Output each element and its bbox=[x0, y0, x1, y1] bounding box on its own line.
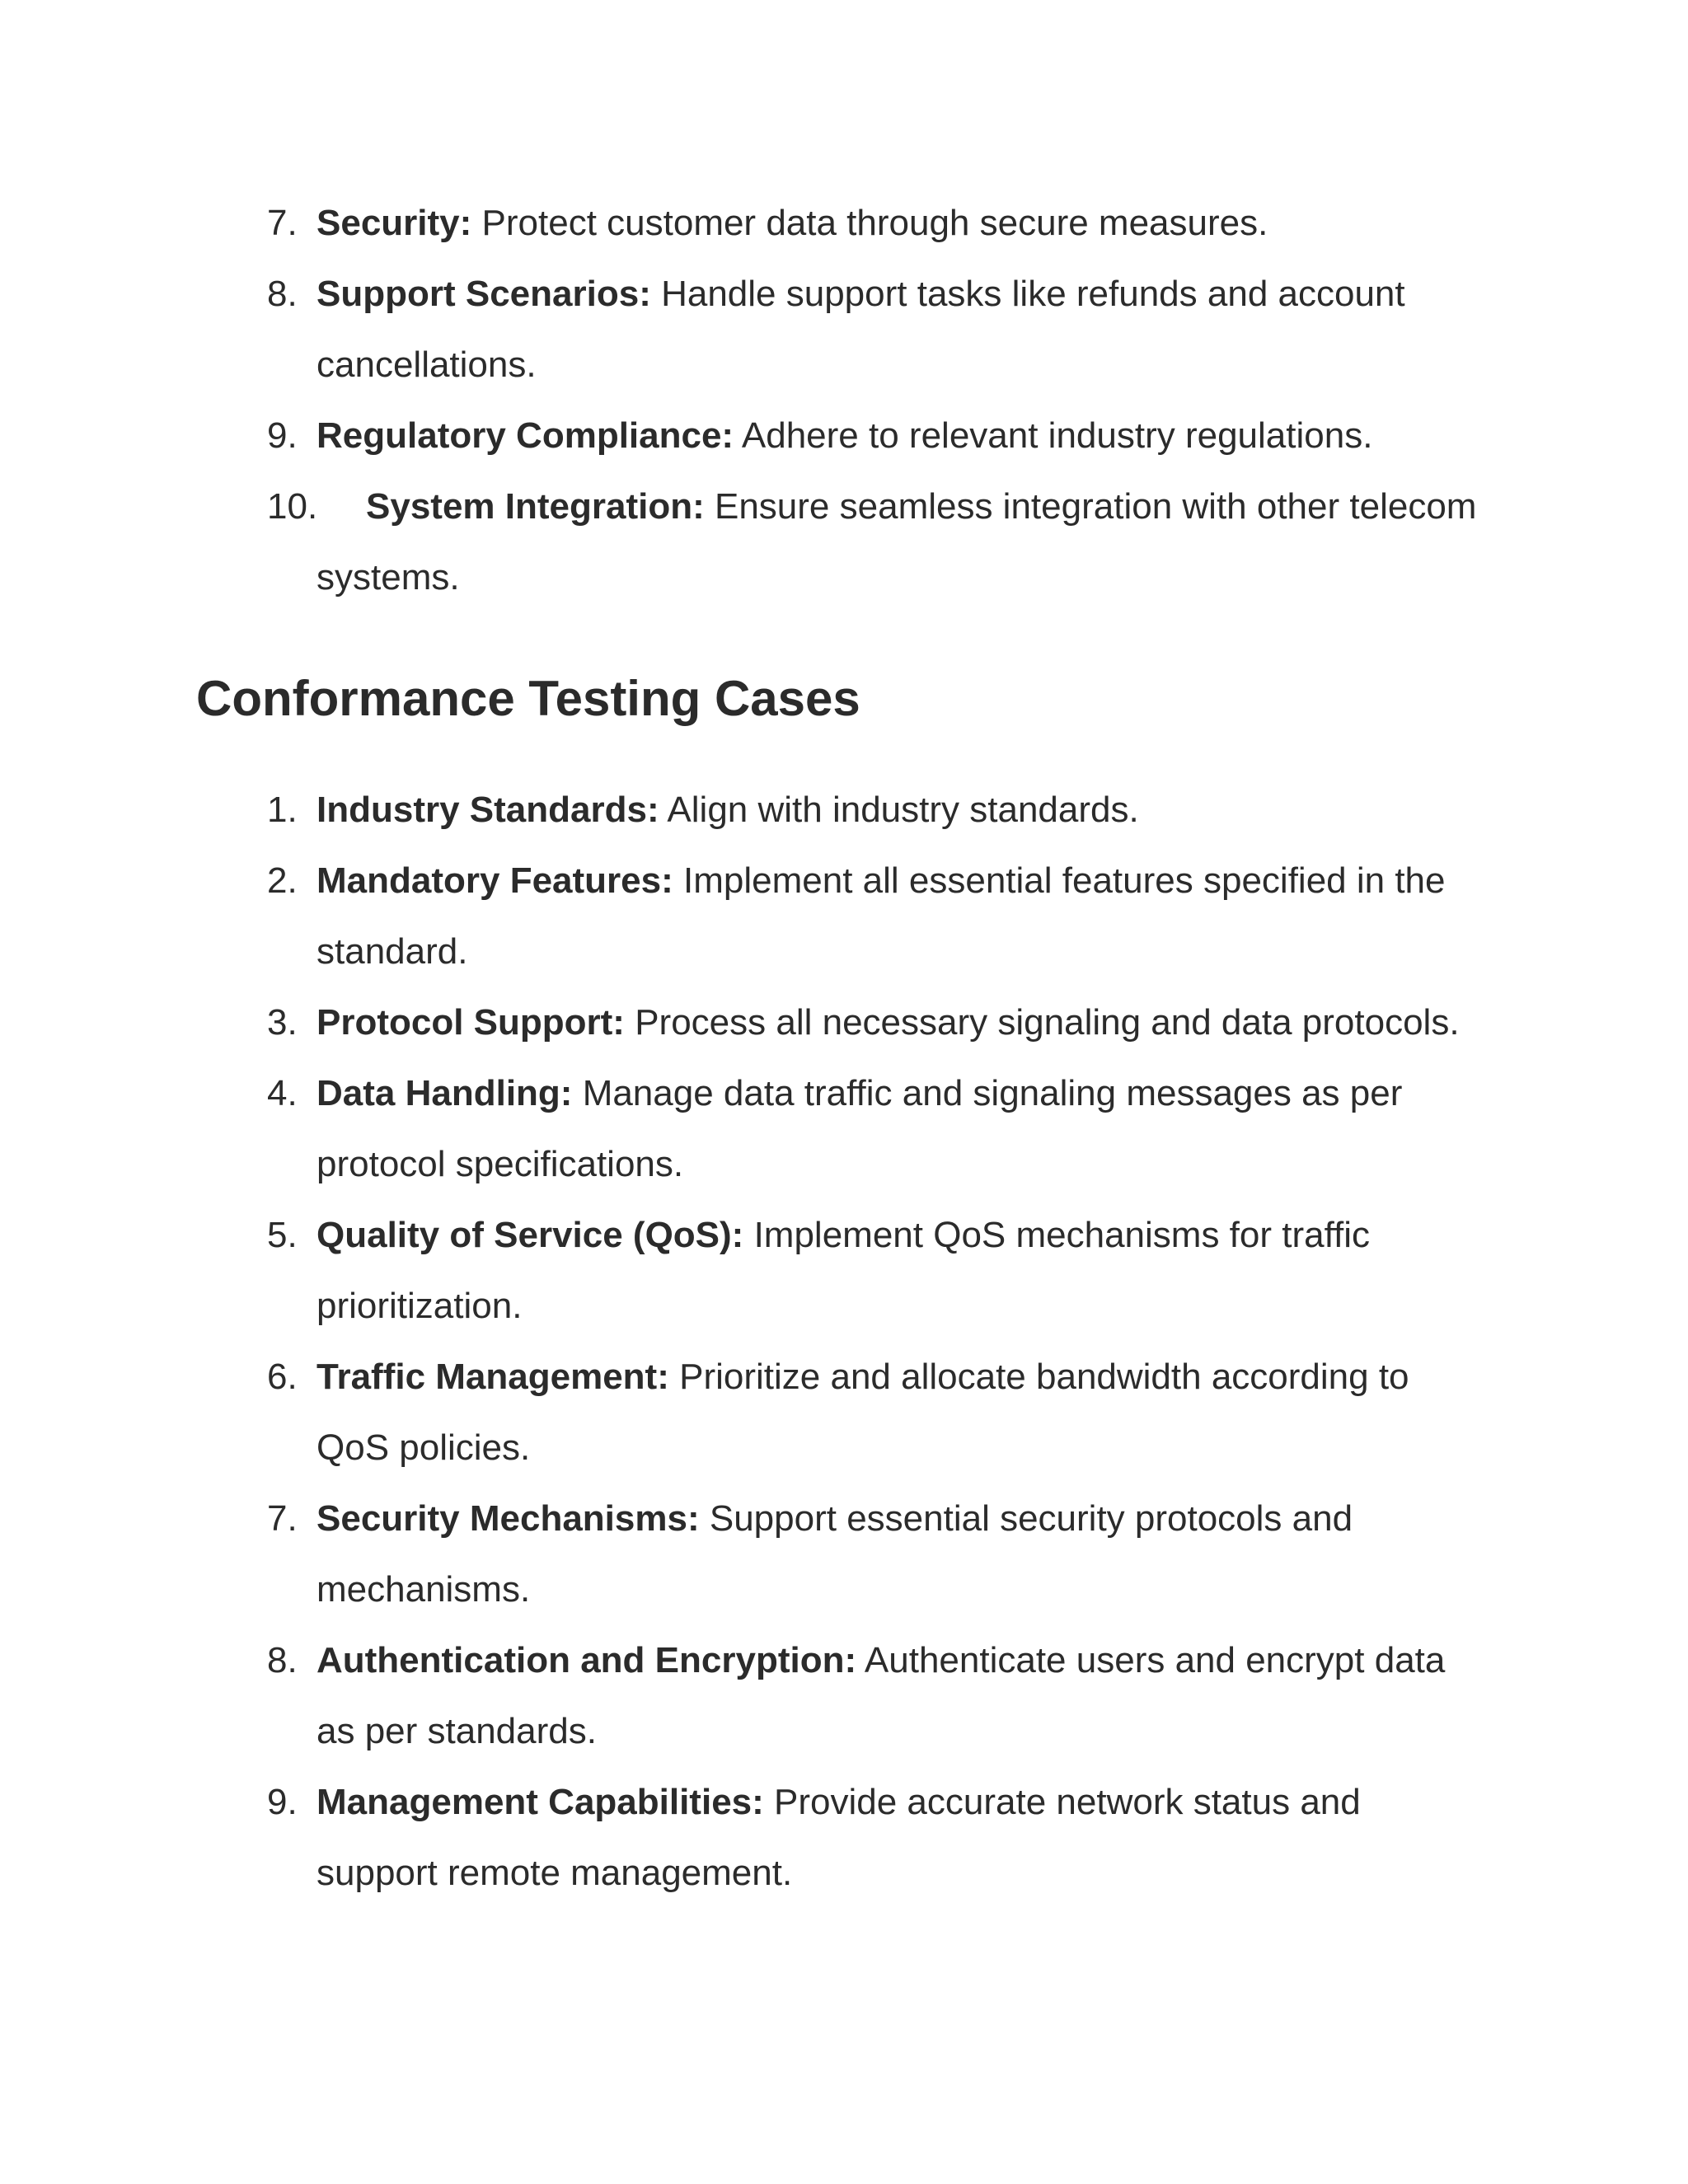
section-heading: Conformance Testing Cases bbox=[196, 671, 860, 726]
item-term: Industry Standards: bbox=[316, 790, 659, 830]
list-item bbox=[0, 1767, 1487, 1909]
item-number: 8. bbox=[267, 274, 298, 314]
item-term: Security Mechanisms: bbox=[316, 1498, 700, 1539]
item-term: Regulatory Compliance: bbox=[316, 415, 734, 456]
item-term: Protocol Support: bbox=[316, 1002, 625, 1043]
item-term: Support Scenarios: bbox=[316, 274, 651, 314]
item-term: Security: bbox=[316, 203, 472, 243]
item-description: Protect customer data through secure measures. bbox=[481, 203, 1268, 243]
item-number: 2. bbox=[267, 860, 298, 901]
item-description: Implement QoS mechanisms for traffic prioritization. bbox=[316, 1215, 1371, 1326]
list-item bbox=[0, 259, 1487, 401]
item-description: Process all necessary signaling and data protocols. bbox=[635, 1002, 1460, 1043]
item-number: 5. bbox=[267, 1215, 298, 1255]
item-description: Ensure seamless integration with other telecom systems. bbox=[316, 486, 1477, 598]
item-number: 1. bbox=[267, 790, 298, 830]
item-number: 4. bbox=[267, 1073, 298, 1113]
item-description: Implement all essential features specified in the standard. bbox=[316, 860, 1446, 972]
item-description: Manage data traffic and signaling messages as per protocol specifications. bbox=[316, 1073, 1403, 1184]
item-description: Align with industry standards. bbox=[667, 790, 1139, 830]
list-item bbox=[0, 987, 1487, 1058]
list-item bbox=[0, 1058, 1487, 1200]
list-item bbox=[0, 775, 1487, 846]
item-number: 3. bbox=[267, 1002, 298, 1043]
conformance-list bbox=[0, 775, 1487, 1909]
item-term: Mandatory Features: bbox=[316, 860, 673, 901]
item-number: 6. bbox=[267, 1357, 298, 1397]
item-term: Authentication and Encryption: bbox=[316, 1640, 857, 1680]
item-number: 8. bbox=[267, 1640, 298, 1680]
requirements-list bbox=[0, 188, 1487, 613]
item-term: Quality of Service (QoS): bbox=[316, 1215, 744, 1255]
item-term: Data Handling: bbox=[316, 1073, 573, 1113]
item-description: Support essential security protocols and mechanisms. bbox=[316, 1498, 1353, 1610]
item-number: 10. bbox=[267, 486, 318, 527]
item-description: Prioritize and allocate bandwidth according to QoS policies. bbox=[316, 1357, 1409, 1468]
list-item bbox=[0, 471, 1487, 613]
item-number: 9. bbox=[267, 415, 298, 456]
list-item bbox=[0, 1342, 1487, 1483]
list-item bbox=[0, 188, 1487, 259]
list-item bbox=[0, 1625, 1487, 1767]
item-number: 9. bbox=[267, 1782, 298, 1822]
list-item bbox=[0, 401, 1487, 471]
item-description: Adhere to relevant industry regulations. bbox=[741, 415, 1373, 456]
item-description: Authenticate users and encrypt data as per standards. bbox=[316, 1640, 1446, 1751]
item-term: System Integration: bbox=[366, 486, 705, 527]
item-number: 7. bbox=[267, 1498, 298, 1539]
item-number: 7. bbox=[267, 203, 298, 243]
list-item bbox=[0, 846, 1487, 987]
list-item bbox=[0, 1483, 1487, 1625]
list-item bbox=[0, 1200, 1487, 1342]
item-description: Handle support tasks like refunds and account cancellations. bbox=[316, 274, 1405, 385]
item-term: Management Capabilities: bbox=[316, 1782, 764, 1822]
item-term: Traffic Management: bbox=[316, 1357, 669, 1397]
item-description: Provide accurate network status and support remote management. bbox=[316, 1782, 1361, 1893]
